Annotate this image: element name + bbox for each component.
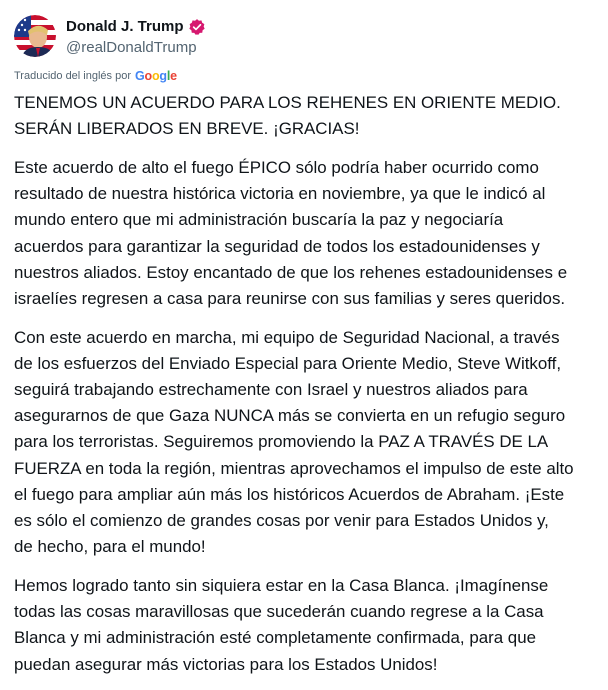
text-line: mundo entero que mi administración buscaría la paz y negociaría [14, 210, 504, 230]
text-line: Blanca y mi administración esté completamente confirmada, para que [14, 628, 536, 648]
author-handle[interactable]: @realDonaldTrump [66, 38, 197, 56]
text-line: de los esfuerzos del Enviado Especial para Oriente Medio, Steve Witkoff, [14, 353, 562, 373]
text-line: asegurarnos de que Gaza NUNCA más se convierta en un refugio seguro [14, 406, 566, 426]
paragraph-4 [14, 573, 600, 678]
profile-avatar-icon[interactable] [14, 15, 56, 57]
text-line: acuerdos para garantizar la seguridad de todos los estadounidenses y [14, 236, 540, 256]
text-line: es sólo el comienzo de grandes cosas por venir para Estados Unidos y, [14, 511, 549, 531]
author-display-name[interactable]: Donald J. Trump [66, 18, 184, 35]
post-body [14, 90, 600, 690]
author-names [66, 17, 206, 56]
text-line: Este acuerdo de alto el fuego ÉPICO sólo podría haber ocurrido como [14, 157, 539, 177]
text-line: para los terroristas. Seguiremos promoviendo la PAZ A TRAVÉS DE LA [14, 432, 549, 452]
text-line: Con este acuerdo en marcha, mi equipo de Seguridad Nacional, a través [14, 327, 560, 347]
text-line: TENEMOS UN ACUERDO PARA LOS REHENES EN ORIENTE MEDIO. [14, 93, 561, 112]
text-line: israelíes regresen a casa para reunirse con sus familias y seres queridos. [14, 288, 566, 308]
text-line: seguirá trabajando estrechamente con Israel y nuestros aliados para [14, 380, 528, 400]
text-line: resultado de nuestra histórica victoria en noviembre, ya que le indicó al [14, 184, 546, 204]
paragraph-1 [14, 90, 600, 142]
google-logo: Google [135, 69, 177, 83]
verified-badge-icon [188, 18, 206, 36]
text-line: puedan asegurar más victorias para los Estados Unidos! [14, 654, 438, 674]
text-line: el fuego para ampliar aún más los históricos Acuerdos de Abraham. ¡Este [14, 484, 565, 504]
translation-label: Traducido del inglés por [14, 70, 131, 82]
name-row [66, 17, 206, 37]
paragraph-3 [14, 325, 600, 561]
text-line: FUERZA en toda la región, mientras aprovechamos el impulso de este alto [14, 458, 574, 478]
text-line: SERÁN LIBERADOS EN BREVE. ¡GRACIAS! [14, 119, 360, 139]
text-line: nuestros aliados. Estoy encantado de que los rehenes estadounidenses e [14, 262, 568, 282]
text-line: todas las cosas maravillosas que sucederán cuando regrese a la Casa [14, 602, 544, 622]
text-line: Hemos logrado tanto sin siquiera estar en la Casa Blanca. ¡Imagínense [14, 575, 549, 595]
text-line: de hecho, para el mundo! [14, 537, 206, 557]
post-header [14, 14, 206, 58]
translation-attribution [14, 69, 177, 83]
paragraph-2 [14, 155, 600, 312]
